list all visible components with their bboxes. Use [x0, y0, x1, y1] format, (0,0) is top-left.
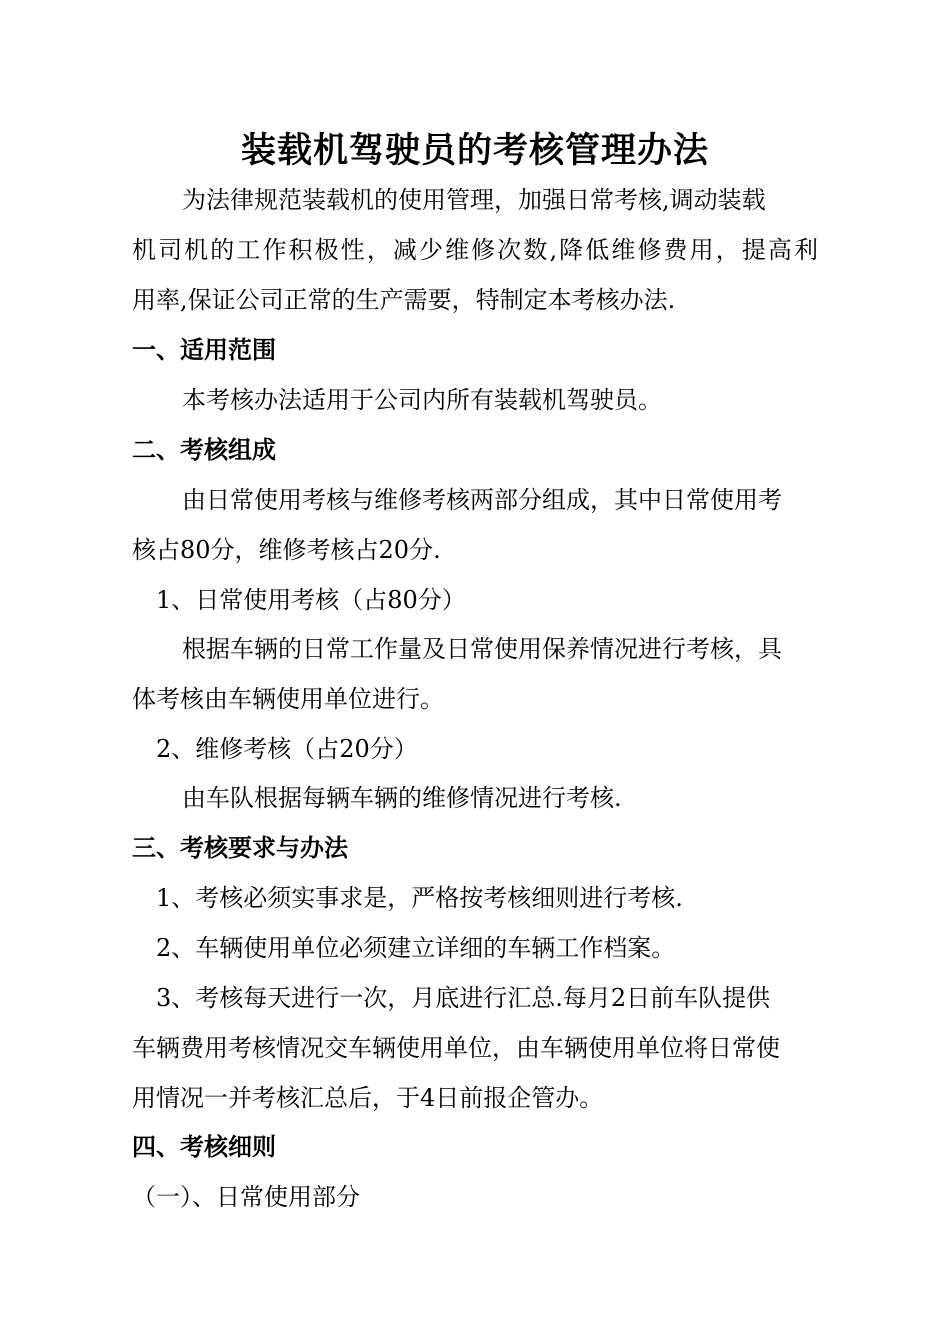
section-heading: 二、考核组成 [132, 435, 276, 464]
list-item: 3、考核每天进行一次，月底进行汇总.每月2日前车队提供 [156, 984, 771, 1012]
list-item: 2、车辆使用单位必须建立详细的车辆工作档案。 [156, 934, 676, 962]
paragraph-line: 用率,保证公司正常的生产需要，特制定本考核办法. [132, 286, 676, 314]
paragraph-line: 本考核办法适用于公司内所有装载机驾驶员。 [182, 386, 662, 414]
paragraph-line: 核占80分，维修考核占20分. [132, 536, 441, 564]
list-item: 1、考核必须实事求是，严格按考核细则进行考核. [156, 884, 683, 912]
section-heading: 一、适用范围 [132, 335, 276, 364]
paragraph-line: 体考核由车辆使用单位进行。 [132, 685, 444, 713]
paragraph-line: 用情况一并考核汇总后，于4日前报企管办。 [132, 1084, 604, 1112]
paragraph-line: 由日常使用考核与维修考核两部分组成，其中日常使用考 [182, 486, 782, 514]
subsection-heading: 1、日常使用考核（占80分） [156, 586, 466, 614]
paragraph-line: 为法律规范装载机的使用管理，加强日常考核,调动装载 [182, 186, 766, 214]
section-heading: 四、考核细则 [132, 1132, 276, 1161]
document-title: 装载机驾驶员的考核管理办法 [240, 130, 709, 171]
section-heading: 三、考核要求与办法 [132, 833, 348, 862]
paragraph-line: 由车队根据每辆车辆的维修情况进行考核. [182, 784, 622, 812]
subsection-heading: 2、维修考核（占20分） [156, 735, 418, 763]
paragraph-line: 根据车辆的日常工作量及日常使用保养情况进行考核，具 [182, 635, 782, 663]
subsection-heading: （一）、日常使用部分 [132, 1183, 360, 1211]
paragraph-line: 机司机的工作积极性，减少维修次数,降低维修费用，提高利 [132, 236, 818, 264]
paragraph-line: 车辆费用考核情况交车辆使用单位，由车辆使用单位将日常使 [132, 1034, 780, 1062]
